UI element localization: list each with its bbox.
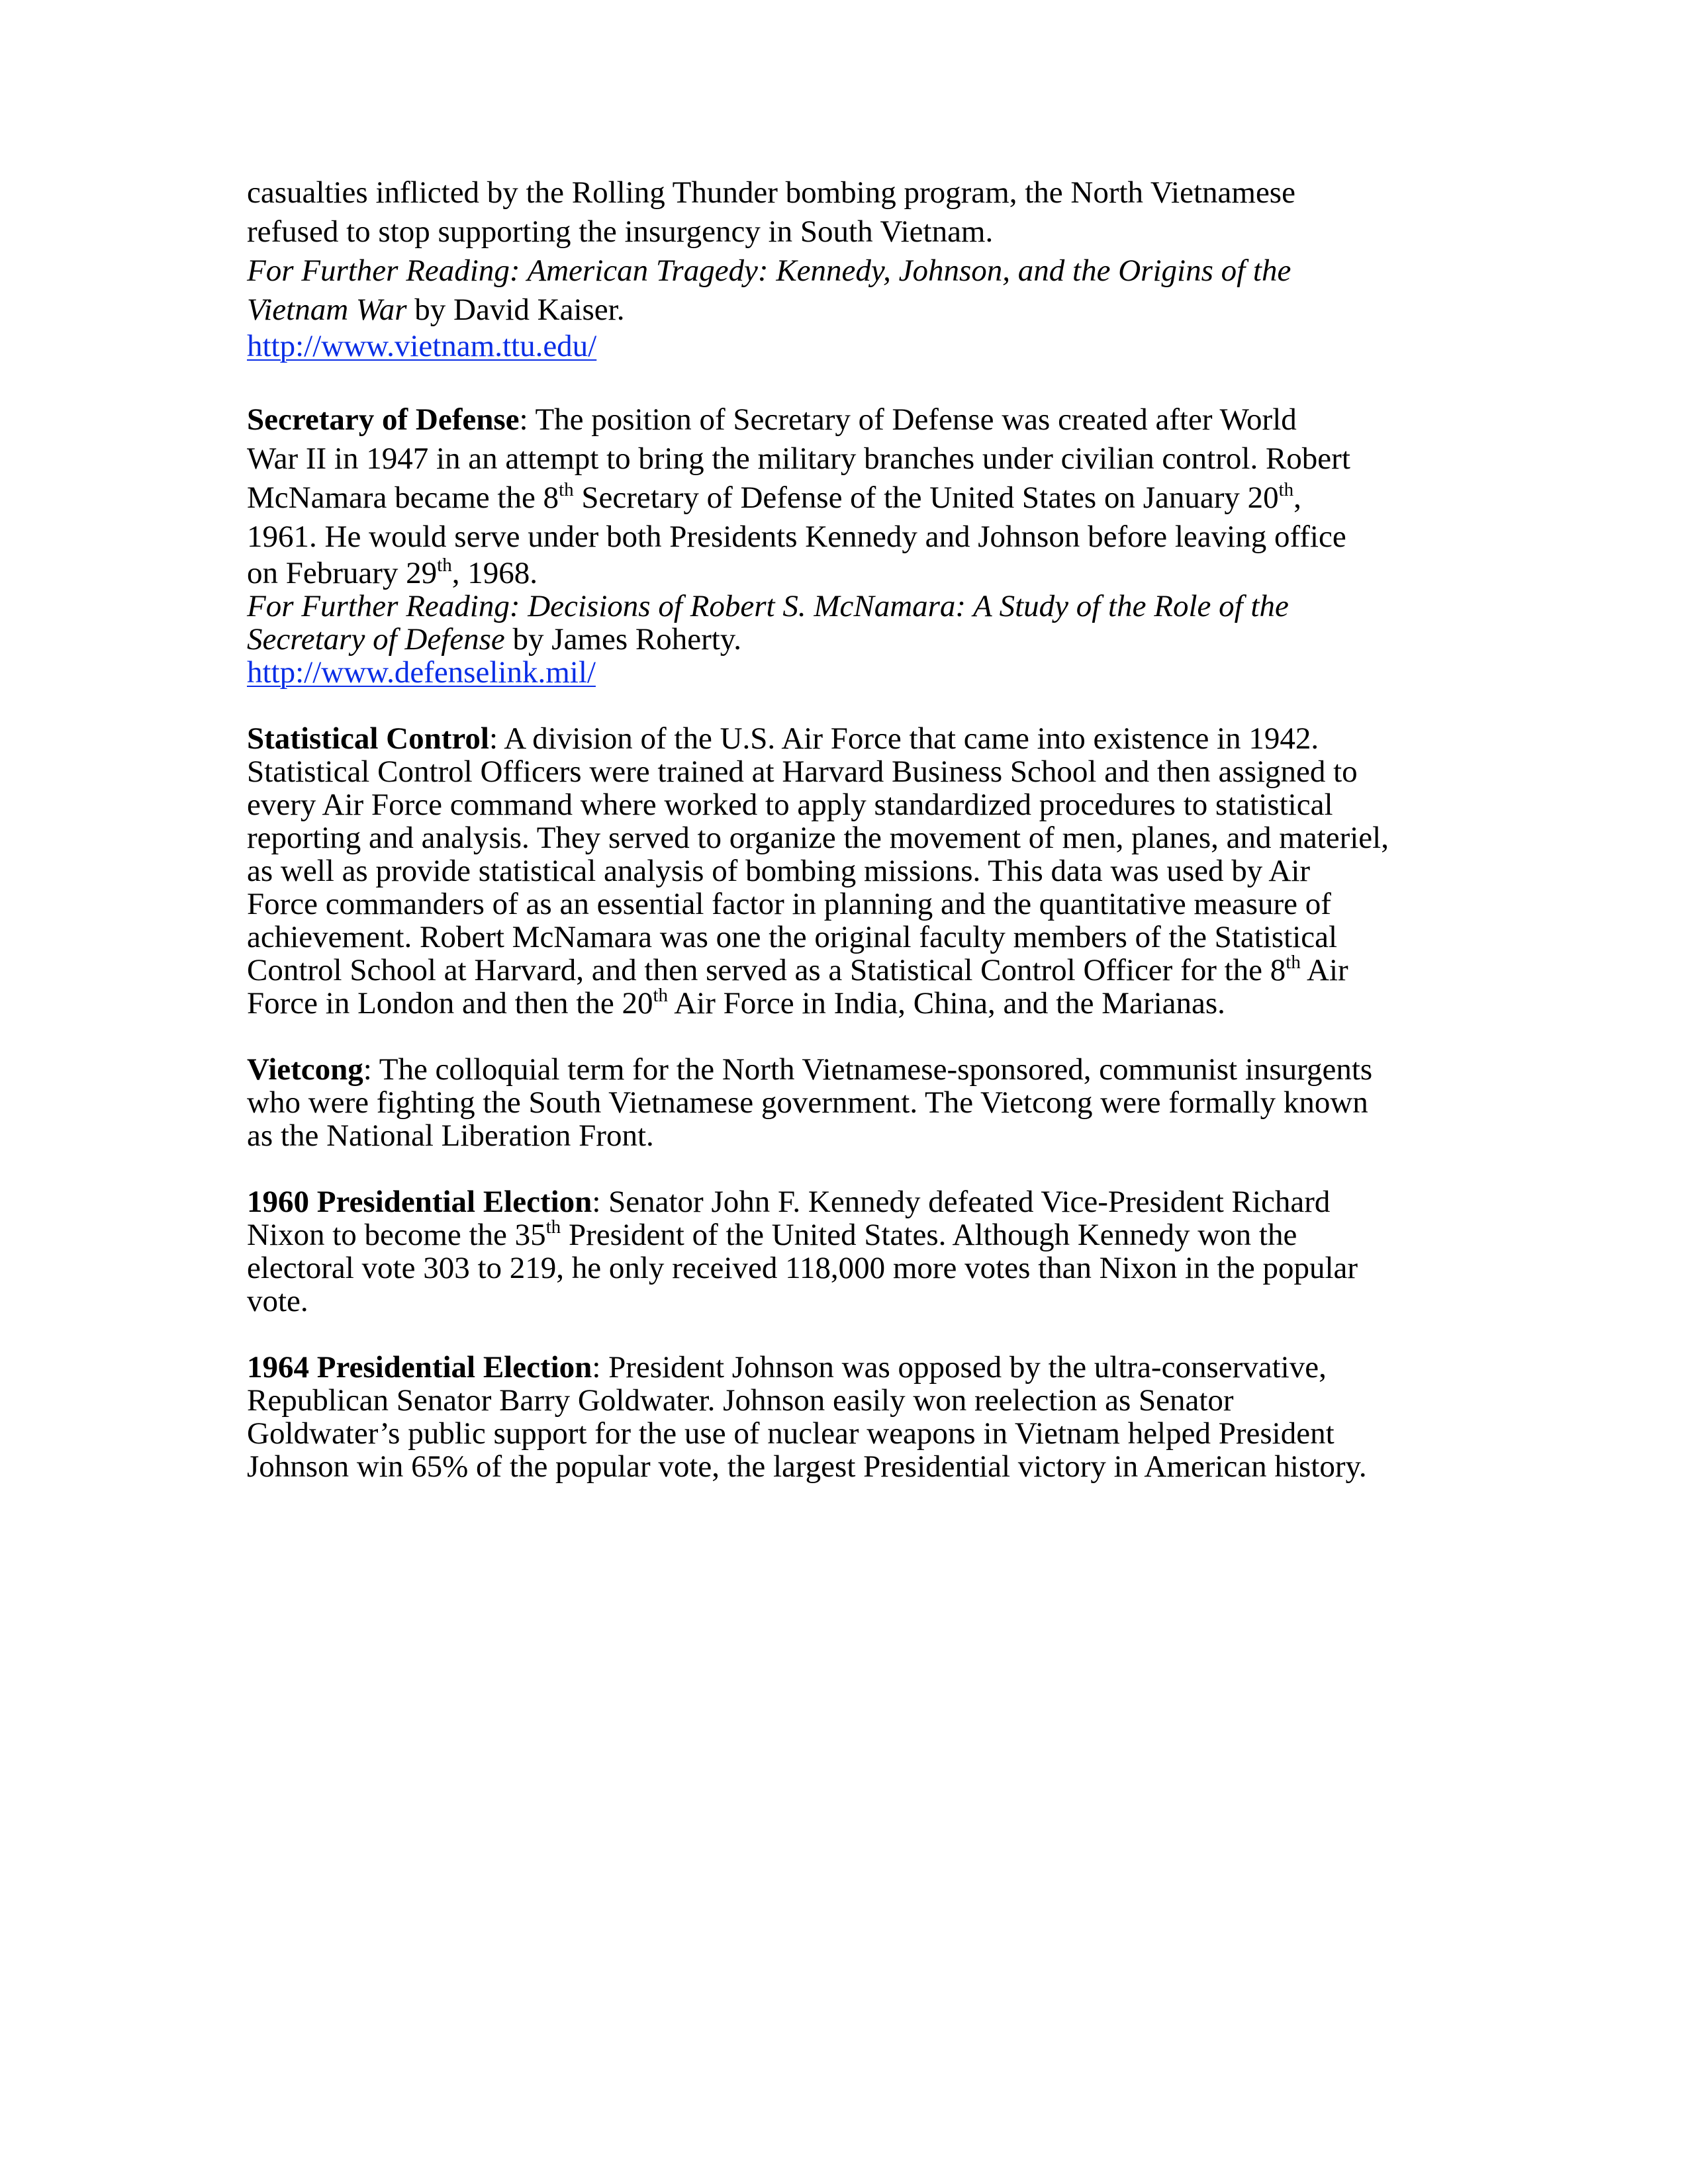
book-author: by James Roherty. <box>504 622 742 657</box>
body-line: Statistical Control: A division of the U.S. Air Force that came into existence in 1942. <box>247 721 1319 756</box>
body-line: 1964 Presidential Election: President Johnson was opposed by the ultra-conservative, <box>247 1350 1327 1385</box>
body-line: Force in London and then the 20th Air Force in India, China, and the Marianas. <box>247 985 1225 1021</box>
body-line: who were fighting the South Vietnamese government. The Vietcong were formally known <box>247 1085 1368 1120</box>
body-line: as the National Liberation Front. <box>247 1118 654 1153</box>
further-reading <box>247 590 1438 623</box>
body-line: Control School at Harvard, and then served as a Statistical Control Officer for the 8th Air <box>247 952 1348 987</box>
paragraph-gap <box>247 1020 1438 1053</box>
body-line: refused to stop supporting the insurgency in South Vietnam. <box>247 214 994 249</box>
body-line: reporting and analysis. They served to organize the movement of men, planes, and materiel, <box>247 821 1389 855</box>
body-line: Statistical Control Officers were trained at Harvard Business School and then assigned to <box>247 754 1358 789</box>
body-line: every Air Force command where worked to apply standardized procedures to statistical <box>247 788 1333 822</box>
body-line: Nixon to become the 35th President of the United States. Although Kennedy won the <box>247 1216 1297 1252</box>
further-reading <box>247 251 1438 291</box>
link-line <box>247 330 1438 363</box>
intro-paragraph <box>247 173 1438 363</box>
defenselink-link[interactable]: http://www.defenselink.mil/ <box>247 655 596 690</box>
glossary-term: 1960 Presidential Election <box>247 1185 592 1219</box>
book-author: by David Kaiser. <box>406 293 625 327</box>
election-1960-entry <box>247 1185 1438 1318</box>
document-page <box>247 173 1438 1483</box>
body-line: War II in 1947 in an attempt to bring the military branches under civilian control. Robert <box>247 441 1350 476</box>
paragraph-gap <box>247 363 1438 400</box>
glossary-term: 1964 Presidential Election <box>247 1350 592 1385</box>
body-line: 1961. He would serve under both Presidents Kennedy and Johnson before leaving office <box>247 520 1346 554</box>
body-line: as well as provide statistical analysis of bombing missions. This data was used by Air <box>247 854 1311 888</box>
election-1964-entry <box>247 1351 1438 1483</box>
book-title: Secretary of Defense <box>247 622 505 657</box>
secretary-of-defense-entry <box>247 400 1438 689</box>
body-line: vote. <box>247 1284 308 1318</box>
paragraph-gap <box>247 1152 1438 1185</box>
glossary-term: Vietcong <box>247 1052 363 1087</box>
body-line: 1960 Presidential Election: Senator John F. Kennedy defeated Vice-President Richard <box>247 1185 1331 1219</box>
link-line <box>247 656 1438 689</box>
body-line: electoral vote 303 to 219, he only received 118,000 more votes than Nixon in the popular <box>247 1251 1358 1285</box>
body-line: casualties inflicted by the Rolling Thunder bombing program, the North Vietnamese <box>247 175 1295 210</box>
statistical-control-entry <box>247 722 1438 1020</box>
book-title: For Further Reading: Decisions of Robert S. McNamara: A Study of the Role of the <box>247 589 1289 623</box>
glossary-term: Statistical Control <box>247 721 489 756</box>
body-line: Johnson win 65% of the popular vote, the largest Presidential victory in American history. <box>247 1449 1367 1484</box>
body-line: Vietcong: The colloquial term for the North Vietnamese-sponsored, communist insurgents <box>247 1052 1373 1087</box>
body-line: on February 29th, 1968. <box>247 555 538 590</box>
body-line: Republican Senator Barry Goldwater. Johnson easily won reelection as Senator <box>247 1383 1234 1418</box>
book-title: For Further Reading: American Tragedy: Kennedy, Johnson, and the Origins of the <box>247 253 1291 288</box>
body-line: Secretary of Defense: The position of Secretary of Defense was created after World <box>247 402 1297 437</box>
vietcong-entry <box>247 1053 1438 1152</box>
paragraph-gap <box>247 1318 1438 1351</box>
further-reading <box>247 291 1438 330</box>
book-title: Vietnam War <box>247 293 407 327</box>
body-line: achievement. Robert McNamara was one the original faculty members of the Statistical <box>247 920 1338 954</box>
body-line: Goldwater’s public support for the use of nuclear weapons in Vietnam helped President <box>247 1416 1335 1451</box>
vietnam-ttu-link[interactable]: http://www.vietnam.ttu.edu/ <box>247 329 597 363</box>
further-reading <box>247 623 1438 656</box>
glossary-term: Secretary of Defense <box>247 402 520 437</box>
body-line: McNamara became the 8th Secretary of Defense of the United States on January 20th, <box>247 479 1301 515</box>
paragraph-gap <box>247 689 1438 722</box>
body-line: Force commanders of as an essential factor in planning and the quantitative measure of <box>247 887 1331 921</box>
